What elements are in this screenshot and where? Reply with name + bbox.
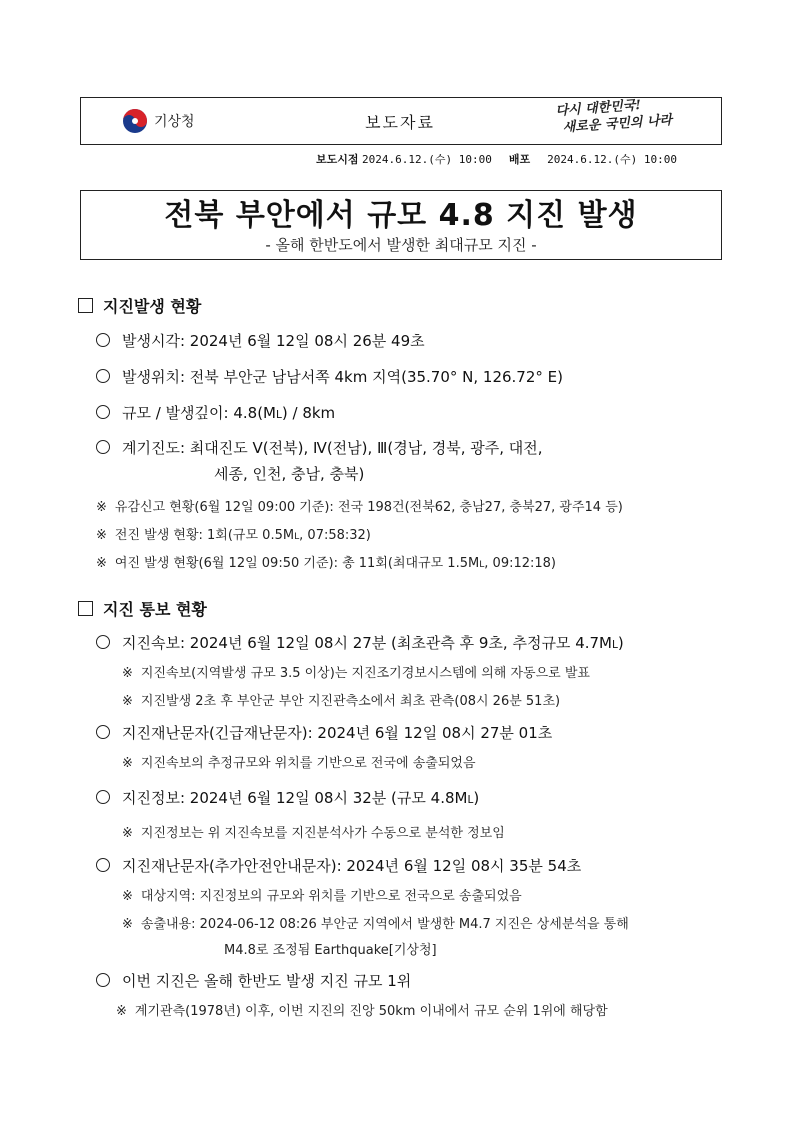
circle-bullet-icon (96, 405, 110, 419)
list-item: 지진속보: 2024년 6월 12일 08시 27분 (최초관측 후 9초, 추정규모 4.7ML) (96, 632, 624, 653)
checkbox-square-icon (78, 601, 93, 616)
checkbox-square-icon (78, 298, 93, 313)
note: ※ 송출내용: 2024-06-12 08:26 부안군 지역에서 발생한 M4.7 지진은 상세분석을 통해 (122, 917, 629, 932)
list-item: 규모 / 발생깊이: 4.8(ML) / 8km (96, 402, 335, 423)
slogan-line1: 다시 대한민국! (555, 98, 642, 119)
doc-type: 보도자료 (365, 113, 435, 132)
release-time: 2024.6.12.(수) 10:00 (362, 153, 492, 166)
circle-bullet-icon (96, 369, 110, 383)
list-item: 이번 지진은 올해 한반도 발생 지진 규모 1위 (96, 970, 411, 991)
circle-bullet-icon (96, 635, 110, 649)
page-title: 전북 부안에서 규모 4.8 지진 발생 (164, 198, 638, 233)
circle-bullet-icon (96, 858, 110, 872)
slogan-line2: 새로운 국민의 나라 (562, 112, 673, 136)
note-continued: M4.8로 조정됨 Earthquake[기상청] (224, 943, 437, 958)
circle-bullet-icon (96, 790, 110, 804)
note: ※ 대상지역: 지진정보의 규모와 위치를 기반으로 전국으로 송출되었음 (122, 889, 522, 904)
release-label: 보도시점 (316, 153, 359, 166)
note: ※ 유감신고 현황(6월 12일 09:00 기준): 전국 198건(전북62, 충남27, 충북27, 광주14 등) (96, 500, 623, 515)
list-item: 지진정보: 2024년 6월 12일 08시 32분 (규모 4.8ML) (96, 787, 479, 808)
section-heading-notification: 지진 통보 현황 (78, 597, 207, 620)
circle-bullet-icon (96, 333, 110, 347)
note: ※ 지진정보는 위 지진속보를 지진분석사가 수동으로 분석한 정보임 (122, 826, 505, 841)
list-item: 발생시각: 2024년 6월 12일 08시 26분 49초 (96, 330, 425, 351)
release-line (316, 151, 677, 167)
note: ※ 전진 발생 현황: 1회(규모 0.5ML, 07:58:32) (96, 528, 371, 543)
note: ※ 지진속보의 추정규모와 위치를 기반으로 전국에 송출되었음 (122, 756, 476, 771)
note: ※ 여진 발생 현황(6월 12일 09:50 기준): 총 11회(최대규모 1.5ML, 09:12:18) (96, 556, 557, 571)
list-item: 계기진도: 최대진도 Ⅴ(전북), Ⅳ(전남), Ⅲ(경남, 경북, 광주, 대전, (96, 437, 543, 458)
page-subtitle: - 올해 한반도에서 발생한 최대규모 지진 - (265, 236, 537, 254)
distribute-label: 배포 (508, 153, 531, 166)
list-item: 발생위치: 전북 부안군 남남서쪽 4km 지역(35.70° N, 126.72° E) (96, 366, 563, 387)
circle-bullet-icon (96, 440, 110, 454)
circle-bullet-icon (96, 973, 110, 987)
list-item: 지진재난문자(추가안전안내문자): 2024년 6월 12일 08시 35분 54초 (96, 855, 581, 876)
note: ※ 지진속보(지역발생 규모 3.5 이상)는 지진조기경보시스템에 의해 자동으로 발표 (122, 666, 590, 681)
list-item-continued: 세종, 인천, 충남, 충북) (214, 465, 365, 483)
section-heading-occurrence: 지진발생 현황 (78, 294, 201, 317)
note: ※ 계기관측(1978년) 이후, 이번 지진의 진앙 50km 이내에서 규모 순위 1위에 해당함 (116, 1004, 608, 1019)
circle-bullet-icon (96, 725, 110, 739)
distribute-time: 2024.6.12.(수) 10:00 (547, 153, 677, 166)
agency-name: 기상청 (154, 114, 195, 130)
note: ※ 지진발생 2초 후 부안군 부안 지진관측소에서 최초 관측(08시 26분 51초) (122, 694, 561, 709)
list-item: 지진재난문자(긴급재난문자): 2024년 6월 12일 08시 27분 01초 (96, 722, 552, 743)
